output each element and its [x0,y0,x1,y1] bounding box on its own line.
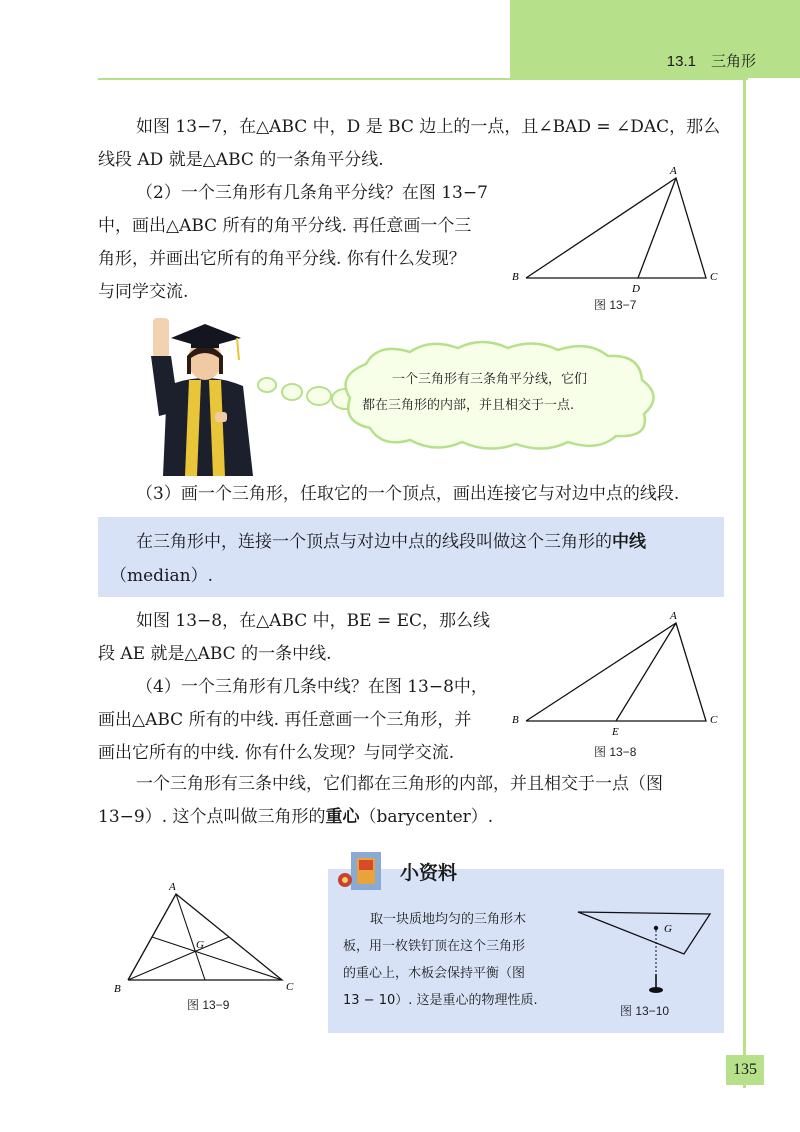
para1-line1: 如图 13−7，在△ABC 中，D 是 BC 边上的一点，且∠BAD = ∠DAC，那么 [136,117,721,137]
fig13-10-caption: 图 13−10 [620,1004,670,1018]
info-line1: 取一块质地均匀的三角形木 [370,912,527,927]
section-title: 13.1 三角形 [666,53,756,70]
definition-text: 在三角形中，连接一个顶点与对边中点的线段叫做这个三角形的 [136,532,612,552]
q2-line2: 中，画出△ABC 所有的角平分线. 再任意画一个三 [98,216,472,236]
definition-line2: （median）. [110,566,213,586]
para3-line2 [98,801,493,834]
fig13-8-label-c: C [710,714,718,726]
fig13-10-label-g: G [664,923,672,935]
q4-line1: （4）一个三角形有几条中线？在图 13−8中， [136,677,488,697]
info-line4: 13 − 10）. 这是重心的物理性质. [343,993,538,1008]
para3-keyword: 重心 [325,807,360,827]
fig13-7-label-c: C [710,271,718,283]
fig13-8-label-e: E [612,726,619,738]
q2-line1: （2）一个三角形有几条角平分线？在图 13−7 [136,183,488,203]
fig13-8-caption: 图 13−8 [594,745,637,759]
fig13-9-label-c: C [286,981,294,993]
q4-line2: 画出△ABC 所有的中线. 再任意画一个三角形，并 [98,710,472,730]
bubble-line2: 都在三角形的内部，并且相交于一点. [362,398,575,413]
fig13-8-label-a: A [670,610,677,622]
info-box-icon [335,846,395,898]
header-bar [510,0,800,78]
para3-text: 13−9）. 这个点叫做三角形的 [98,807,326,827]
fig13-8-label-b: B [512,714,519,726]
para3-line1: 一个三角形有三条中线，它们都在三角形的内部，并且相交于一点（图 [136,774,663,794]
info-line3: 的重心上，木板会保持平衡（图 [343,966,526,981]
q2-line3: 角形，并画出它所有的角平分线. 你有什么发现？ [98,249,466,269]
definition-line1 [136,526,646,559]
bubble-line1: 一个三角形有三条角平分线，它们 [392,372,588,387]
fig13-9-label-b: B [114,983,121,995]
q4-line3: 画出它所有的中线. 你有什么发现？与同学交流. [98,743,455,763]
fig13-7-label-d: D [632,283,640,295]
figure-13-9 [108,878,308,1008]
fig13-9-label-a: A [169,881,176,893]
definition-keyword: 中线 [612,532,646,552]
info-line2: 板，用一枚铁钉顶在这个三角形 [343,939,526,954]
page-number: 135 [726,1055,764,1085]
fig13-7-label-b: B [512,271,519,283]
header-rule [98,78,748,80]
para2-line2: 段 AE 就是△ABC 的一条中线. [98,644,332,664]
fig13-9-label-g: G [196,939,204,951]
fig13-7-caption: 图 13−7 [594,298,637,312]
figure-13-8 [508,605,728,745]
q3-text: （3）画一个三角形，任取它的一个顶点，画出连接它与对边中点的线段. [136,484,680,504]
para3-term: （barycenter）. [359,807,494,827]
para2-line1: 如图 13−8，在△ABC 中，BE = EC，那么线 [136,611,491,631]
fig13-9-caption: 图 13−9 [187,998,230,1012]
fig13-7-label-a: A [670,165,677,177]
margin-rule [743,78,746,1088]
q2-line4: 与同学交流. [98,282,189,302]
figure-13-10 [570,904,720,1004]
para1-line2: 线段 AD 就是△ABC 的一条角平分线. [98,150,384,170]
info-title: 小资料 [400,862,458,884]
